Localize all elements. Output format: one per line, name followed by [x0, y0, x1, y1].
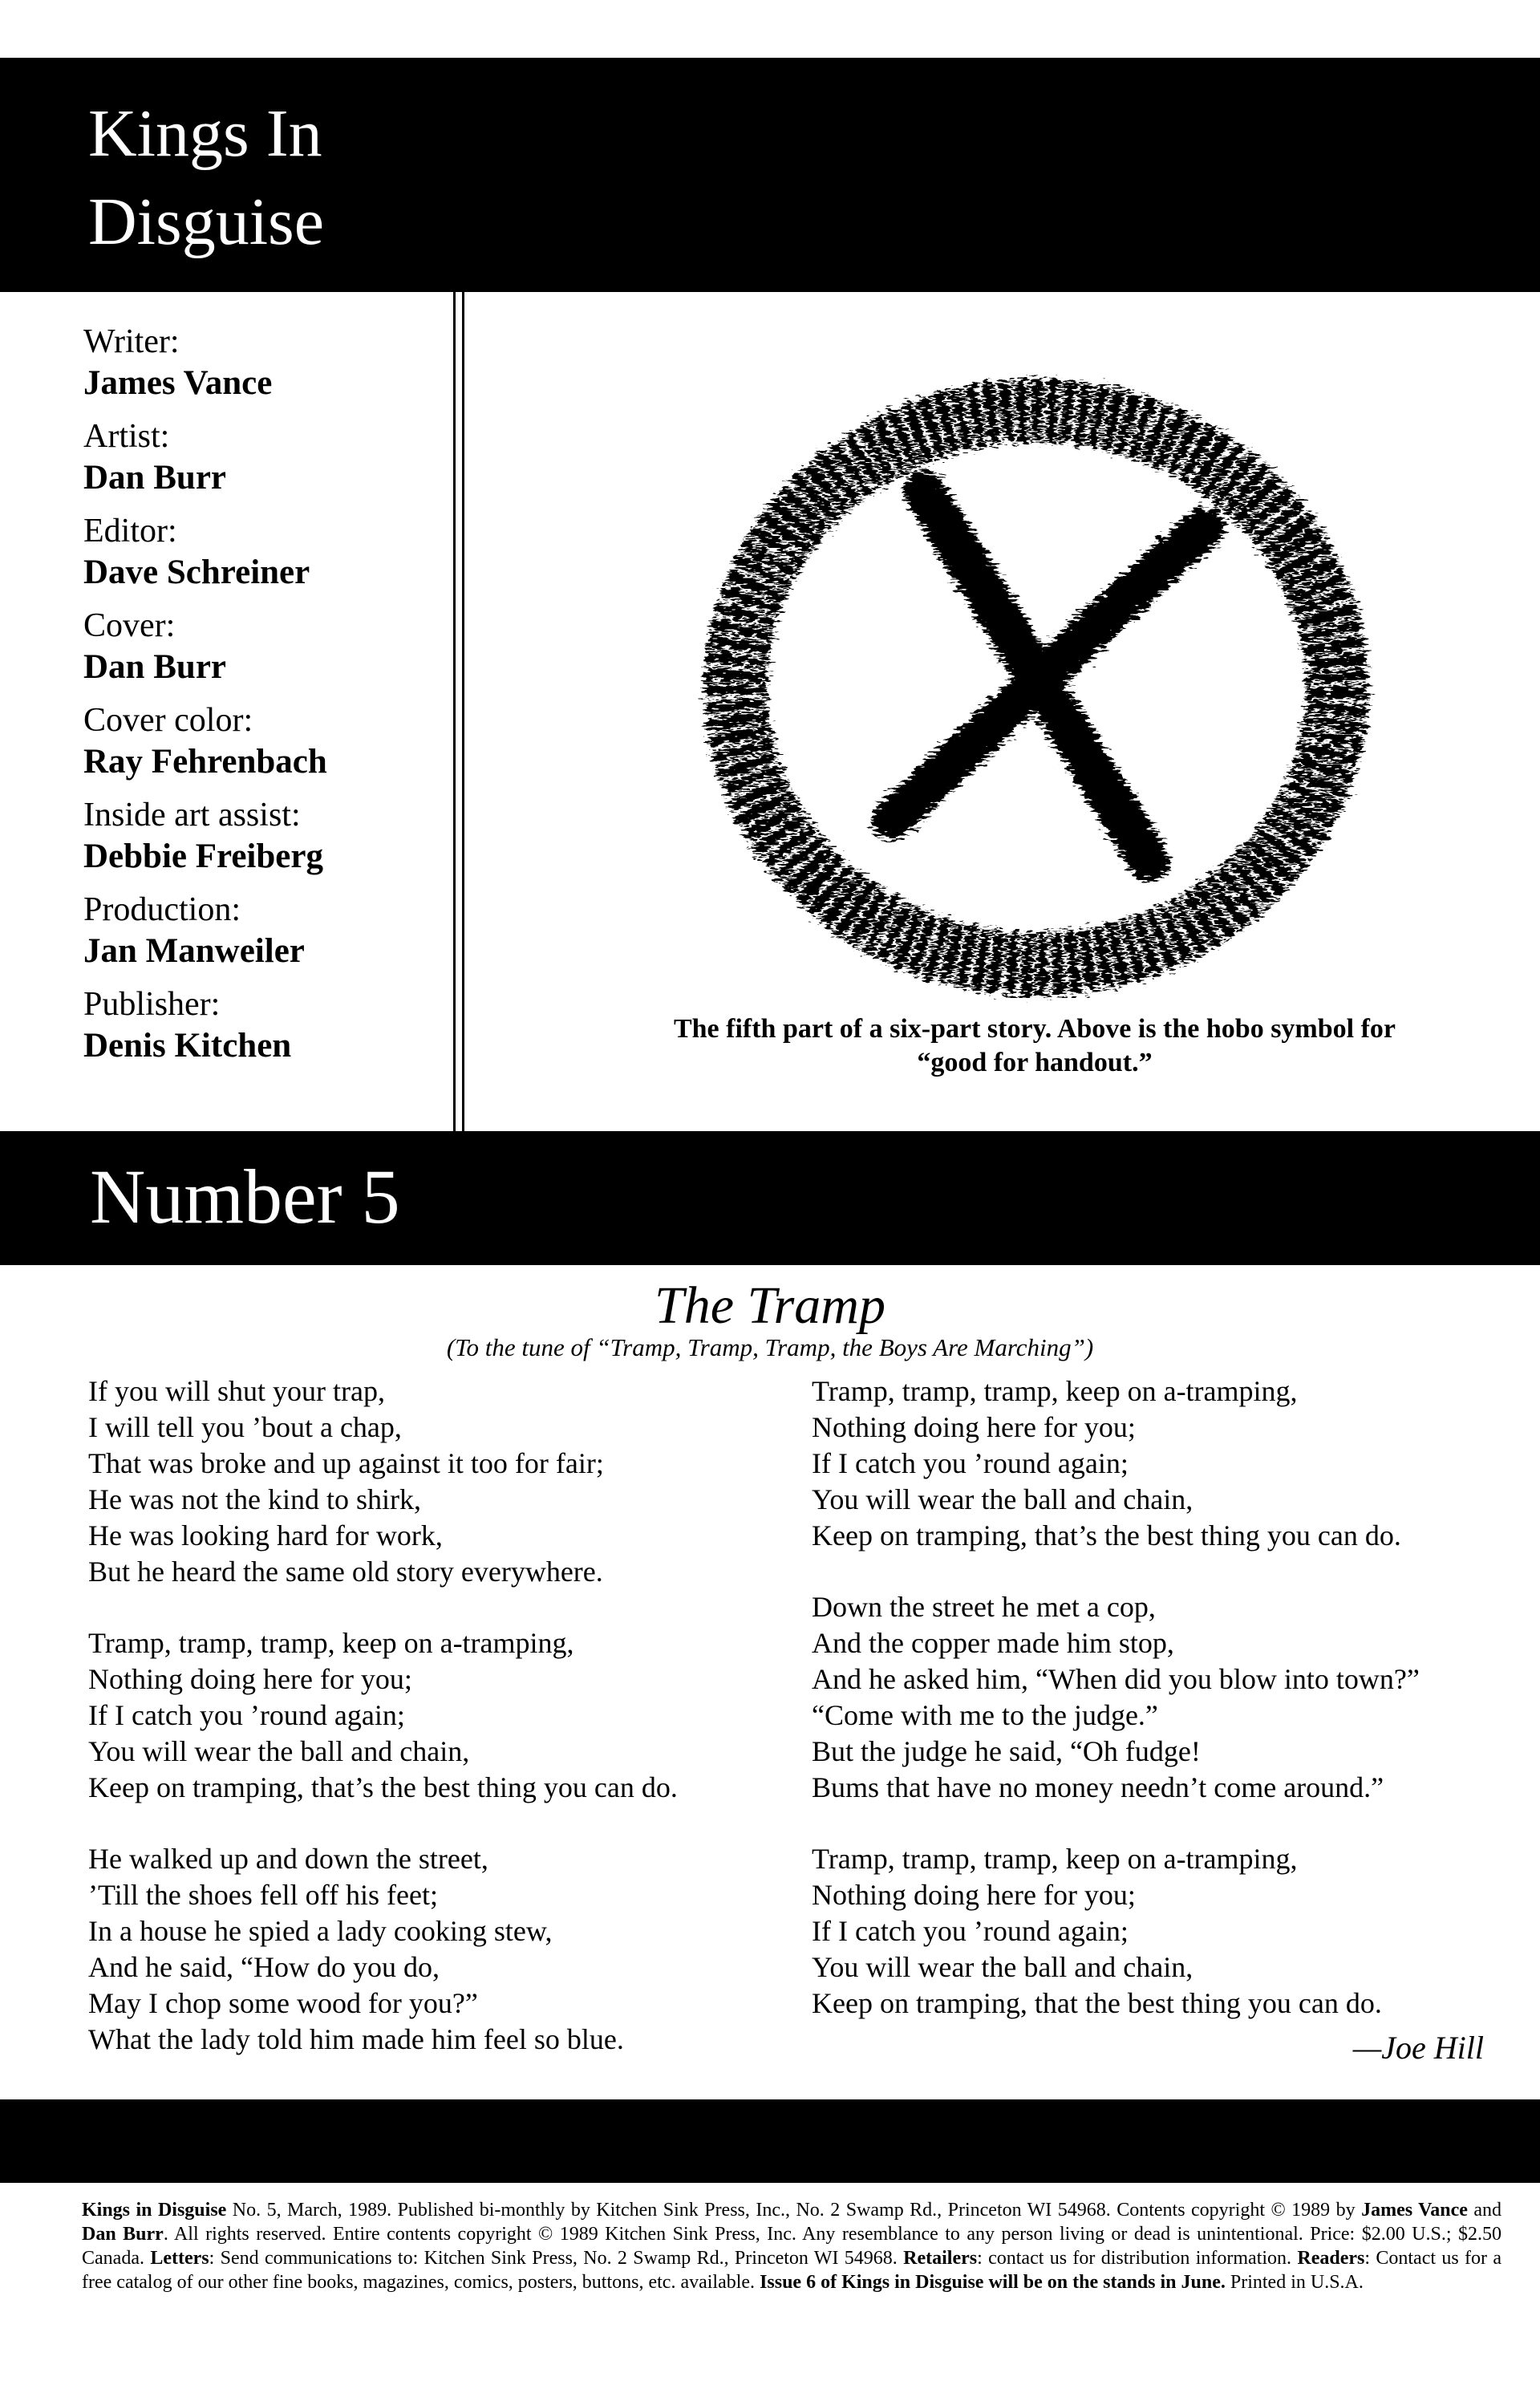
lyric-line: If you will shut your trap,: [88, 1375, 385, 1407]
credit-role: Publisher:: [83, 986, 221, 1023]
publication-info-segment: Retailers: [903, 2248, 978, 2269]
credit-role: Cover:: [83, 607, 176, 644]
credit-entry: [83, 889, 436, 972]
credit-name: Dan Burr: [83, 648, 226, 686]
lyric-line: He was not the kind to shirk,: [88, 1483, 421, 1515]
lyric-line: He was looking hard for work,: [88, 1519, 443, 1552]
credit-name: Denis Kitchen: [83, 1027, 292, 1065]
lyric-line: May I chop some wood for you?”: [88, 1987, 478, 2019]
publication-info-segment: No. 5, March, 1989. Published bi-monthly by Kitchen Sink Press, Inc., No. 2 Swamp Rd., Princeton WI 54968. Contents copyright © 1989 by: [226, 2200, 1362, 2221]
publication-info-segment: : contact us for distribution information.: [977, 2248, 1298, 2269]
lyric-stanza: [812, 1373, 1518, 1554]
lyric-line: But the judge he said, “Oh fudge!: [812, 1735, 1201, 1767]
lyric-line: Tramp, tramp, tramp, keep on a-tramping,: [812, 1843, 1298, 1875]
lyric-line: In a house he spied a lady cooking stew,: [88, 1915, 553, 1947]
lyric-line: Nothing doing here for you;: [812, 1879, 1136, 1911]
publication-info-segment: Kings in Disguise: [82, 2200, 227, 2221]
symbol-caption-line: The fifth part of a six-part story. Above is the hobo symbol for: [673, 1014, 1396, 1044]
lyric-line: If I catch you ’round again;: [812, 1447, 1129, 1479]
credit-entry: [83, 794, 436, 878]
credit-entry: [83, 984, 436, 1067]
credit-entry: [83, 510, 436, 594]
lyric-line: ’Till the shoes fell off his feet;: [88, 1879, 438, 1911]
credit-name: James Vance: [83, 364, 273, 402]
issue-band: [0, 1131, 1540, 1265]
credit-name: Debbie Freiberg: [83, 838, 323, 875]
lyric-line: He walked up and down the street,: [88, 1843, 488, 1875]
lyric-stanza: [88, 1625, 794, 1806]
credit-role: Cover color:: [83, 702, 253, 739]
publication-info-segment: Readers: [1297, 2248, 1365, 2269]
title-band: [0, 58, 1540, 292]
credit-entry: [83, 416, 436, 499]
lyric-line: Nothing doing here for you;: [88, 1663, 412, 1695]
lyric-stanza: [88, 1373, 794, 1590]
credit-role: Writer:: [83, 323, 180, 360]
lyric-stanza: [88, 1841, 794, 2058]
symbol-caption-line: “good for handout.”: [917, 1048, 1153, 1077]
credit-role: Editor:: [83, 513, 177, 550]
lyric-line: But he heard the same old story everywhere.: [88, 1556, 603, 1588]
lyric-line: Tramp, tramp, tramp, keep on a-tramping,: [812, 1375, 1298, 1407]
lyric-stanza: [812, 1589, 1518, 1806]
lyric-line: That was broke and up against it too for fair;: [88, 1447, 604, 1479]
column-divider: [453, 292, 456, 1131]
lyrics-right-column: [812, 1373, 1518, 2057]
lyric-line: Nothing doing here for you;: [812, 1411, 1136, 1443]
lyric-line: You will wear the ball and chain,: [812, 1951, 1194, 1983]
lyric-line: What the lady told him made him feel so blue.: [88, 2023, 624, 2055]
series-title: Kings In Disguise: [88, 96, 324, 259]
publication-info-segment: Issue 6 of Kings in Disguise will be on the stands in June.: [760, 2272, 1226, 2293]
publication-info-segment: and: [1467, 2200, 1502, 2221]
publication-info-segment: : Contact us for a free catalog of our other fine books, magazines, comics, posters, buttons, etc. available.: [82, 2248, 1502, 2293]
credit-entry: [83, 605, 436, 688]
lyric-line: Tramp, tramp, tramp, keep on a-tramping,: [88, 1627, 574, 1659]
song-subtitle: (To the tune of “Tramp, Tramp, Tramp, the Boys Are Marching”): [446, 1333, 1094, 1361]
symbol-caption: [586, 1012, 1484, 1080]
publication-info-segment: . All rights reserved. Entire contents copyright © 1989 Kitchen Sink Press, Inc. Any resemblance to any person living or dead is unintentional. Price: $2.00 U.S.; $2.50 Canada.: [82, 2224, 1502, 2269]
publication-info-segment: Dan Burr: [82, 2224, 164, 2245]
lyric-line: “Come with me to the judge.”: [812, 1699, 1158, 1731]
credit-entry: [83, 321, 436, 404]
issue-number: Number 5: [90, 1154, 400, 1239]
footer-band: [0, 2099, 1540, 2183]
credit-name: Ray Fehrenbach: [83, 743, 327, 781]
credit-name: Dan Burr: [83, 459, 226, 497]
lyric-line: Keep on tramping, that’s the best thing you can do.: [812, 1519, 1401, 1552]
song-title: The Tramp: [654, 1276, 886, 1335]
publication-info-segment: Letters: [150, 2248, 209, 2269]
lyric-line: You will wear the ball and chain,: [812, 1483, 1194, 1515]
credit-role: Inside art assist:: [83, 797, 301, 834]
lyric-line: Keep on tramping, that the best thing you can do.: [812, 1987, 1382, 2019]
lyric-line: And the copper made him stop,: [812, 1627, 1174, 1659]
hobo-symbol-circle-x-icon: [691, 371, 1381, 1004]
lyric-line: Down the street he met a cop,: [812, 1591, 1156, 1623]
lyric-line: If I catch you ’round again;: [812, 1915, 1129, 1947]
lyric-line: And he said, “How do you do,: [88, 1951, 440, 1983]
publication-info: [82, 2198, 1502, 2294]
lyric-line: Bums that have no money needn’t come around.”: [812, 1771, 1384, 1803]
lyric-line: If I catch you ’round again;: [88, 1699, 405, 1731]
lyric-line: Keep on tramping, that’s the best thing you can do.: [88, 1771, 678, 1803]
credit-role: Production:: [83, 891, 241, 928]
publication-info-segment: Printed in U.S.A.: [1225, 2272, 1364, 2293]
publication-info-segment: James Vance: [1361, 2200, 1468, 2221]
credit-role: Artist:: [83, 418, 170, 455]
lyric-line: You will wear the ball and chain,: [88, 1735, 470, 1767]
column-divider: [462, 292, 464, 1131]
lyric-line: I will tell you ’bout a chap,: [88, 1411, 402, 1443]
song-attribution: —Joe Hill: [1352, 2030, 1484, 2066]
credit-entry: [83, 700, 436, 783]
lyrics-left-column: [88, 1373, 794, 2093]
credit-name: Dave Schreiner: [83, 554, 310, 591]
credits-list: [83, 321, 436, 1078]
credit-name: Jan Manweiler: [83, 932, 305, 970]
publication-info-segment: : Send communications to: Kitchen Sink Press, No. 2 Swamp Rd., Princeton WI 54968.: [209, 2248, 904, 2269]
lyric-line: And he asked him, “When did you blow into town?”: [812, 1663, 1420, 1695]
lyric-stanza: [812, 1841, 1518, 2022]
